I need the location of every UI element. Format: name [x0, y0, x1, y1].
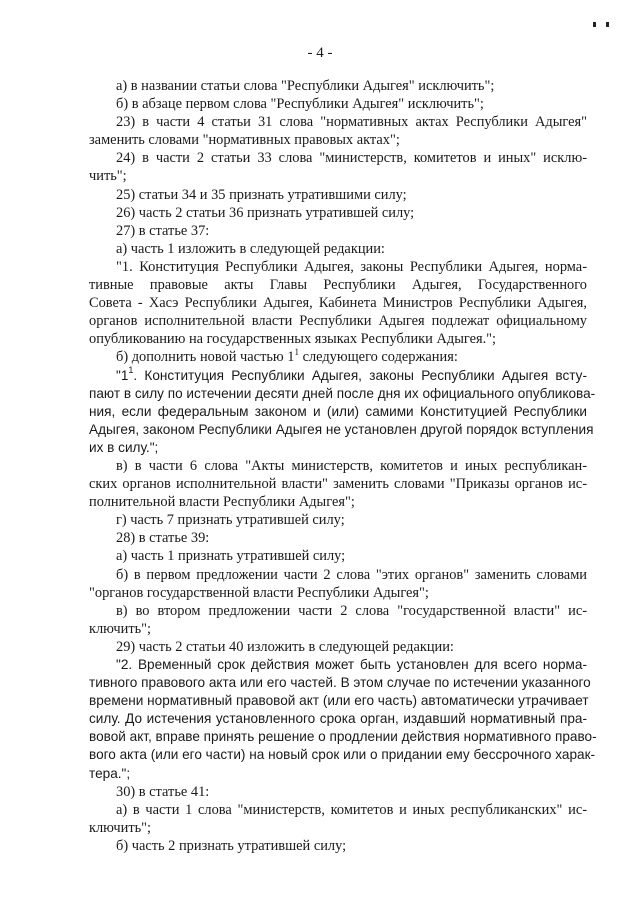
paragraph [89, 149, 587, 185]
paragraph [89, 95, 587, 113]
text-line: силу. До истечения установленного срока орган, издавший нормативный пра- [89, 711, 587, 727]
text-run: "1 [116, 367, 129, 383]
paragraph [89, 783, 587, 801]
text-line: 29) часть 2 статьи 40 изложить в следующей редакции: [116, 638, 454, 655]
text-line: тера."; [89, 765, 131, 781]
paragraph [89, 348, 587, 366]
document-body [89, 77, 597, 855]
text-line: ключить"; [89, 819, 152, 836]
paragraph [89, 186, 587, 204]
text-line: г) часть 7 признать утратившей силу; [116, 512, 345, 529]
paragraph [89, 511, 587, 529]
text-line: вого акта (или его части) на новый срок или о придании ему бессрочного харак- [89, 747, 596, 763]
paragraph [89, 113, 587, 149]
text-line: в) во втором предложении части 2 слова "государственной власти" ис- [116, 602, 587, 619]
paragraph [89, 566, 587, 602]
text-line: ключить"; [89, 620, 152, 637]
scan-mark [606, 22, 609, 27]
paragraph [89, 204, 587, 222]
text-line: Совета - Хасэ Республики Адыгея, Кабинета Министров Республики Адыгея, [89, 295, 587, 312]
paragraph [89, 364, 596, 457]
text-line: их в силу."; [89, 439, 159, 455]
text-line: заменить словами "нормативных правовых актах"; [89, 132, 400, 149]
text-line: б) в абзаце первом слова "Республики Адыгея" исключить"; [116, 96, 484, 113]
text-line: ния, если федеральным законом и (или) самими Конституцией Республики [89, 403, 587, 419]
text-line: органов исполнительной власти Республики Адыгея подлежат официальному [89, 313, 587, 330]
paragraph [89, 801, 587, 837]
text-line: б) часть 2 признать утратившей силу; [116, 837, 347, 854]
paragraph [89, 258, 587, 348]
text-line: а) в названии статьи слова "Республики Адыгея" исключить"; [116, 78, 495, 94]
text-line: Адыгея, законом Республики Адыгея не установлен другой порядок вступления [89, 421, 594, 437]
text-run: б) дополнить новой частью 1 [116, 349, 295, 366]
text-line: "1. Конституция Республики Адыгея, законы Республики Адыгея, норма- [116, 258, 587, 275]
paragraph [89, 77, 587, 95]
text-line: а) часть 1 изложить в следующей редакции: [116, 240, 385, 257]
text-line: чить"; [89, 168, 127, 185]
text-line: б) в первом предложении части 2 слова "этих органов" заменить словами [116, 566, 587, 583]
text-line: 27) в статье 37: [116, 222, 210, 239]
superscript: 1 [128, 364, 134, 375]
text-line: 24) в части 2 статьи 33 слова "министерств, комитетов и иных" исклю- [116, 150, 587, 167]
paragraph [89, 529, 587, 547]
text-line: а) в части 1 слова "министерств, комитетов и иных республиканских" ис- [116, 801, 587, 818]
text-line: 28) в статье 39: [116, 530, 210, 547]
paragraph [89, 837, 587, 855]
paragraph [89, 656, 597, 783]
text-line: "2. Временный срок действия может быть установлен для всего норма- [116, 657, 587, 672]
text-line: в) в части 6 слова "Акты министерств, комитетов и иных республикан- [116, 457, 587, 474]
paragraph [89, 602, 587, 638]
paragraph [89, 547, 587, 565]
text-line: пают в силу по истечении десяти дней после дня их официального опубликова- [89, 385, 596, 401]
text-line: тивного правового акта или его частей. В этом случае по истечении указанного [89, 675, 591, 691]
text-line: 25) статьи 34 и 35 признать утратившими силу; [116, 186, 407, 203]
text-line [89, 348, 587, 366]
text-line: 26) часть 2 статьи 36 признать утратившей силу; [116, 204, 415, 221]
text-line: ских органов исполнительной власти" заменить словами "Приказы органов ис- [89, 476, 587, 493]
page-number: - 4 - [307, 45, 333, 61]
text-line: опубликованию на государственных языках Республики Адыгея."; [89, 331, 497, 348]
paragraph [89, 240, 587, 258]
scan-mark [593, 22, 596, 27]
paragraph [89, 222, 587, 240]
text-line: тивные правовые акты Главы Республики Адыгея, Государственного [89, 277, 587, 294]
text-run: следующего содержания: [298, 349, 458, 366]
text-line: а) часть 1 признать утратившей силу; [116, 548, 346, 565]
text-line: 30) в статье 41: [116, 783, 210, 800]
text-line: вовой акт, вправе принять решение о продлении действия нормативного право- [89, 729, 597, 745]
text-run: . Конституция Республики Адыгея, законы Республики Адыгея всту- [133, 367, 587, 383]
paragraph [89, 638, 587, 656]
superscript: 1 [294, 346, 299, 357]
text-line: "органов государственной власти Республики Адыгея"; [89, 584, 429, 601]
text-line: полнительной власти Республики Адыгея"; [89, 494, 355, 511]
text-line: времени нормативный правовой акт (или его часть) автоматически утрачивает [89, 693, 589, 709]
text-line [89, 364, 587, 385]
paragraph [89, 457, 587, 511]
text-line: 23) в части 4 статьи 31 слова "нормативных актах Республики Адыгея" [116, 114, 587, 131]
